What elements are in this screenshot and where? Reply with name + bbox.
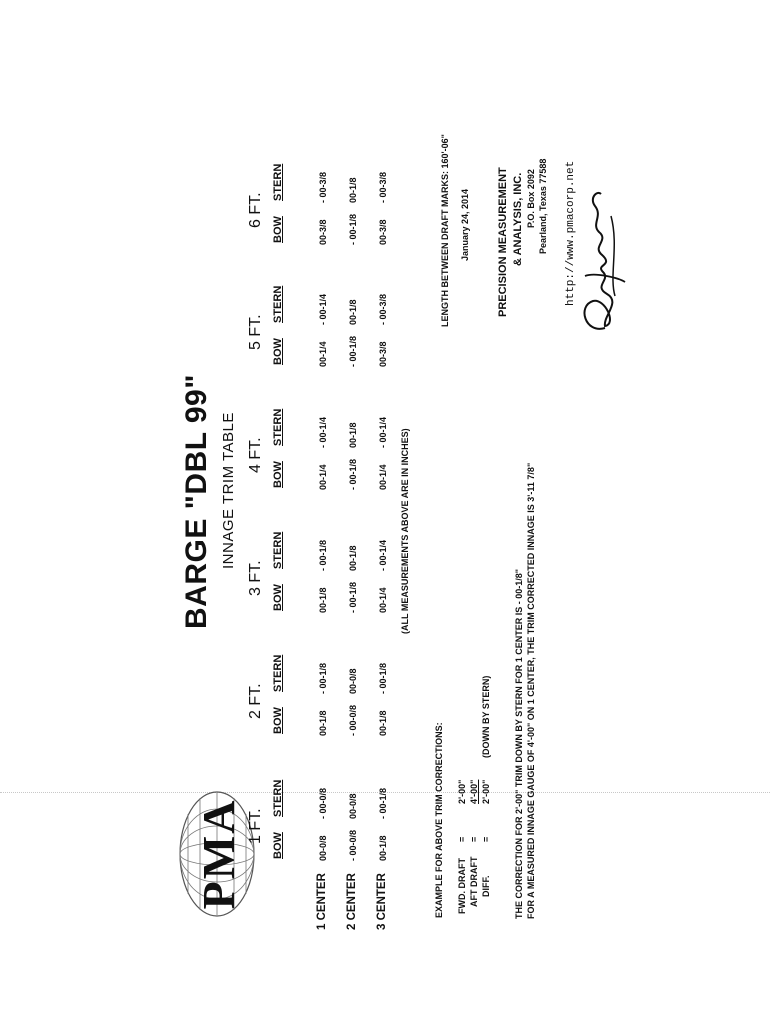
table-cell: 00-3/8 (318, 219, 328, 245)
table-cell: - 00-0/8 (318, 787, 328, 819)
signature-image (575, 186, 630, 336)
table-cell: 00-0/8 (318, 835, 328, 861)
trim-group-label: 6 FT. (247, 192, 264, 228)
logo-text: PMA (193, 798, 244, 910)
bow-column-header: BOW (272, 832, 284, 859)
trim-direction: (DOWN BY STERN) (481, 675, 491, 758)
fwd-draft-label: FWD. DRAFT (457, 858, 467, 914)
aft-draft-value: 4'-00" (469, 779, 479, 804)
table-cell: - 00-1/4 (318, 416, 328, 448)
trim-group-label: 3 FT. (247, 560, 264, 596)
document-title: BARGE "DBL 99" (180, 374, 213, 629)
table-cell: - 00-1/8 (348, 213, 358, 245)
company-name-line1: PRECISION MEASUREMENT (497, 167, 509, 317)
company-name-line2: & ANALYSIS, INC. (512, 172, 524, 266)
stern-column-header: STERN (272, 285, 284, 323)
company-url: http://www.pmacorp.net (565, 160, 577, 306)
table-cell: - 00-1/8 (378, 662, 388, 694)
correction-line-2: FOR A MEASURED INNAGE GAUGE OF 4'-00" ON 1 CENTER, THE TRIM CORRECTED INNAGE IS 3'-11 7/8" (526, 462, 536, 919)
bow-column-header: BOW (272, 338, 284, 365)
pma-logo (178, 789, 256, 919)
table-cell: 00-1/4 (318, 341, 328, 367)
stern-column-header: STERN (272, 408, 284, 446)
trim-group-label: 4 FT. (247, 437, 264, 473)
table-cell: 00-1/8 (348, 545, 358, 571)
example-heading: EXAMPLE FOR ABOVE TRIM CORRECTIONS: (434, 722, 444, 918)
trim-group-label: 5 FT. (247, 314, 264, 350)
table-cell: 00-1/8 (348, 422, 358, 448)
row-label: 1 CENTER (316, 873, 328, 930)
bow-column-header: BOW (272, 461, 284, 488)
table-cell: - 00-1/8 (348, 335, 358, 367)
table-cell: - 00-1/8 (378, 787, 388, 819)
table-cell: - 00-1/4 (378, 416, 388, 448)
table-cell: - 00-1/4 (318, 293, 328, 325)
table-cell: - 00-1/4 (378, 539, 388, 571)
equals-sign: = (481, 836, 491, 842)
correction-line-1: THE CORRECTION FOR 2'-00" TRIM DOWN BY STERN FOR 1 CENTER IS - 00-1/8" (514, 568, 524, 919)
table-cell: 00-1/8 (348, 177, 358, 203)
table-cell: 00-1/8 (378, 710, 388, 736)
document-date: January 24, 2014 (460, 188, 470, 261)
table-cell: - 00-3/8 (378, 293, 388, 325)
table-cell: 00-1/8 (348, 299, 358, 325)
document-subtitle: INNAGE TRIM TABLE (220, 412, 237, 569)
table-cell: 00-1/4 (378, 587, 388, 613)
table-cell: - 00-0/8 (348, 829, 358, 861)
table-cell: 00-1/8 (318, 587, 328, 613)
table-cell: - 00-1/8 (318, 539, 328, 571)
table-cell: - 00-1/8 (318, 662, 328, 694)
aft-draft-label: AFT DRAFT (469, 856, 479, 907)
stern-column-header: STERN (272, 654, 284, 692)
bow-column-header: BOW (272, 707, 284, 734)
row-label: 3 CENTER (376, 873, 388, 930)
table-cell: - 00-0/8 (348, 704, 358, 736)
diff-label: DIFF. (481, 875, 491, 897)
diff-value: 2'-00" (481, 779, 491, 804)
equals-sign: = (457, 836, 467, 842)
stern-column-header: STERN (272, 163, 284, 201)
table-cell: 00-3/8 (378, 219, 388, 245)
table-cell: - 00-1/8 (348, 581, 358, 613)
table-cell: - 00-1/8 (348, 458, 358, 490)
table-cell: 00-1/4 (378, 464, 388, 490)
draft-marks-length: LENGTH BETWEEN DRAFT MARKS: 160'-06" (440, 134, 450, 327)
table-cell: 00-1/8 (378, 835, 388, 861)
company-address-line1: P.O. Box 2092 (526, 169, 536, 228)
stern-column-header: STERN (272, 531, 284, 569)
table-cell: - 00-3/8 (378, 171, 388, 203)
bow-column-header: BOW (272, 216, 284, 243)
trim-group-label: 2 FT. (247, 683, 264, 719)
stern-column-header: STERN (272, 779, 284, 817)
table-cell: 00-0/8 (348, 668, 358, 694)
fwd-draft-value: 2'-00" (457, 779, 467, 804)
row-label: 2 CENTER (346, 873, 358, 930)
bow-column-header: BOW (272, 584, 284, 611)
table-cell: 00-1/4 (318, 464, 328, 490)
trim-group-label: 1 FT. (247, 808, 264, 844)
table-cell: 00-0/8 (348, 793, 358, 819)
table-cell: 00-1/8 (318, 710, 328, 736)
table-cell: 00-3/8 (378, 341, 388, 367)
table-cell: - 00-3/8 (318, 171, 328, 203)
measurement-units-note: (ALL MEASUREMENTS ABOVE ARE IN INCHES) (400, 428, 410, 634)
company-address-line2: Pearland, Texas 77588 (538, 158, 548, 254)
equals-sign: = (469, 836, 479, 842)
